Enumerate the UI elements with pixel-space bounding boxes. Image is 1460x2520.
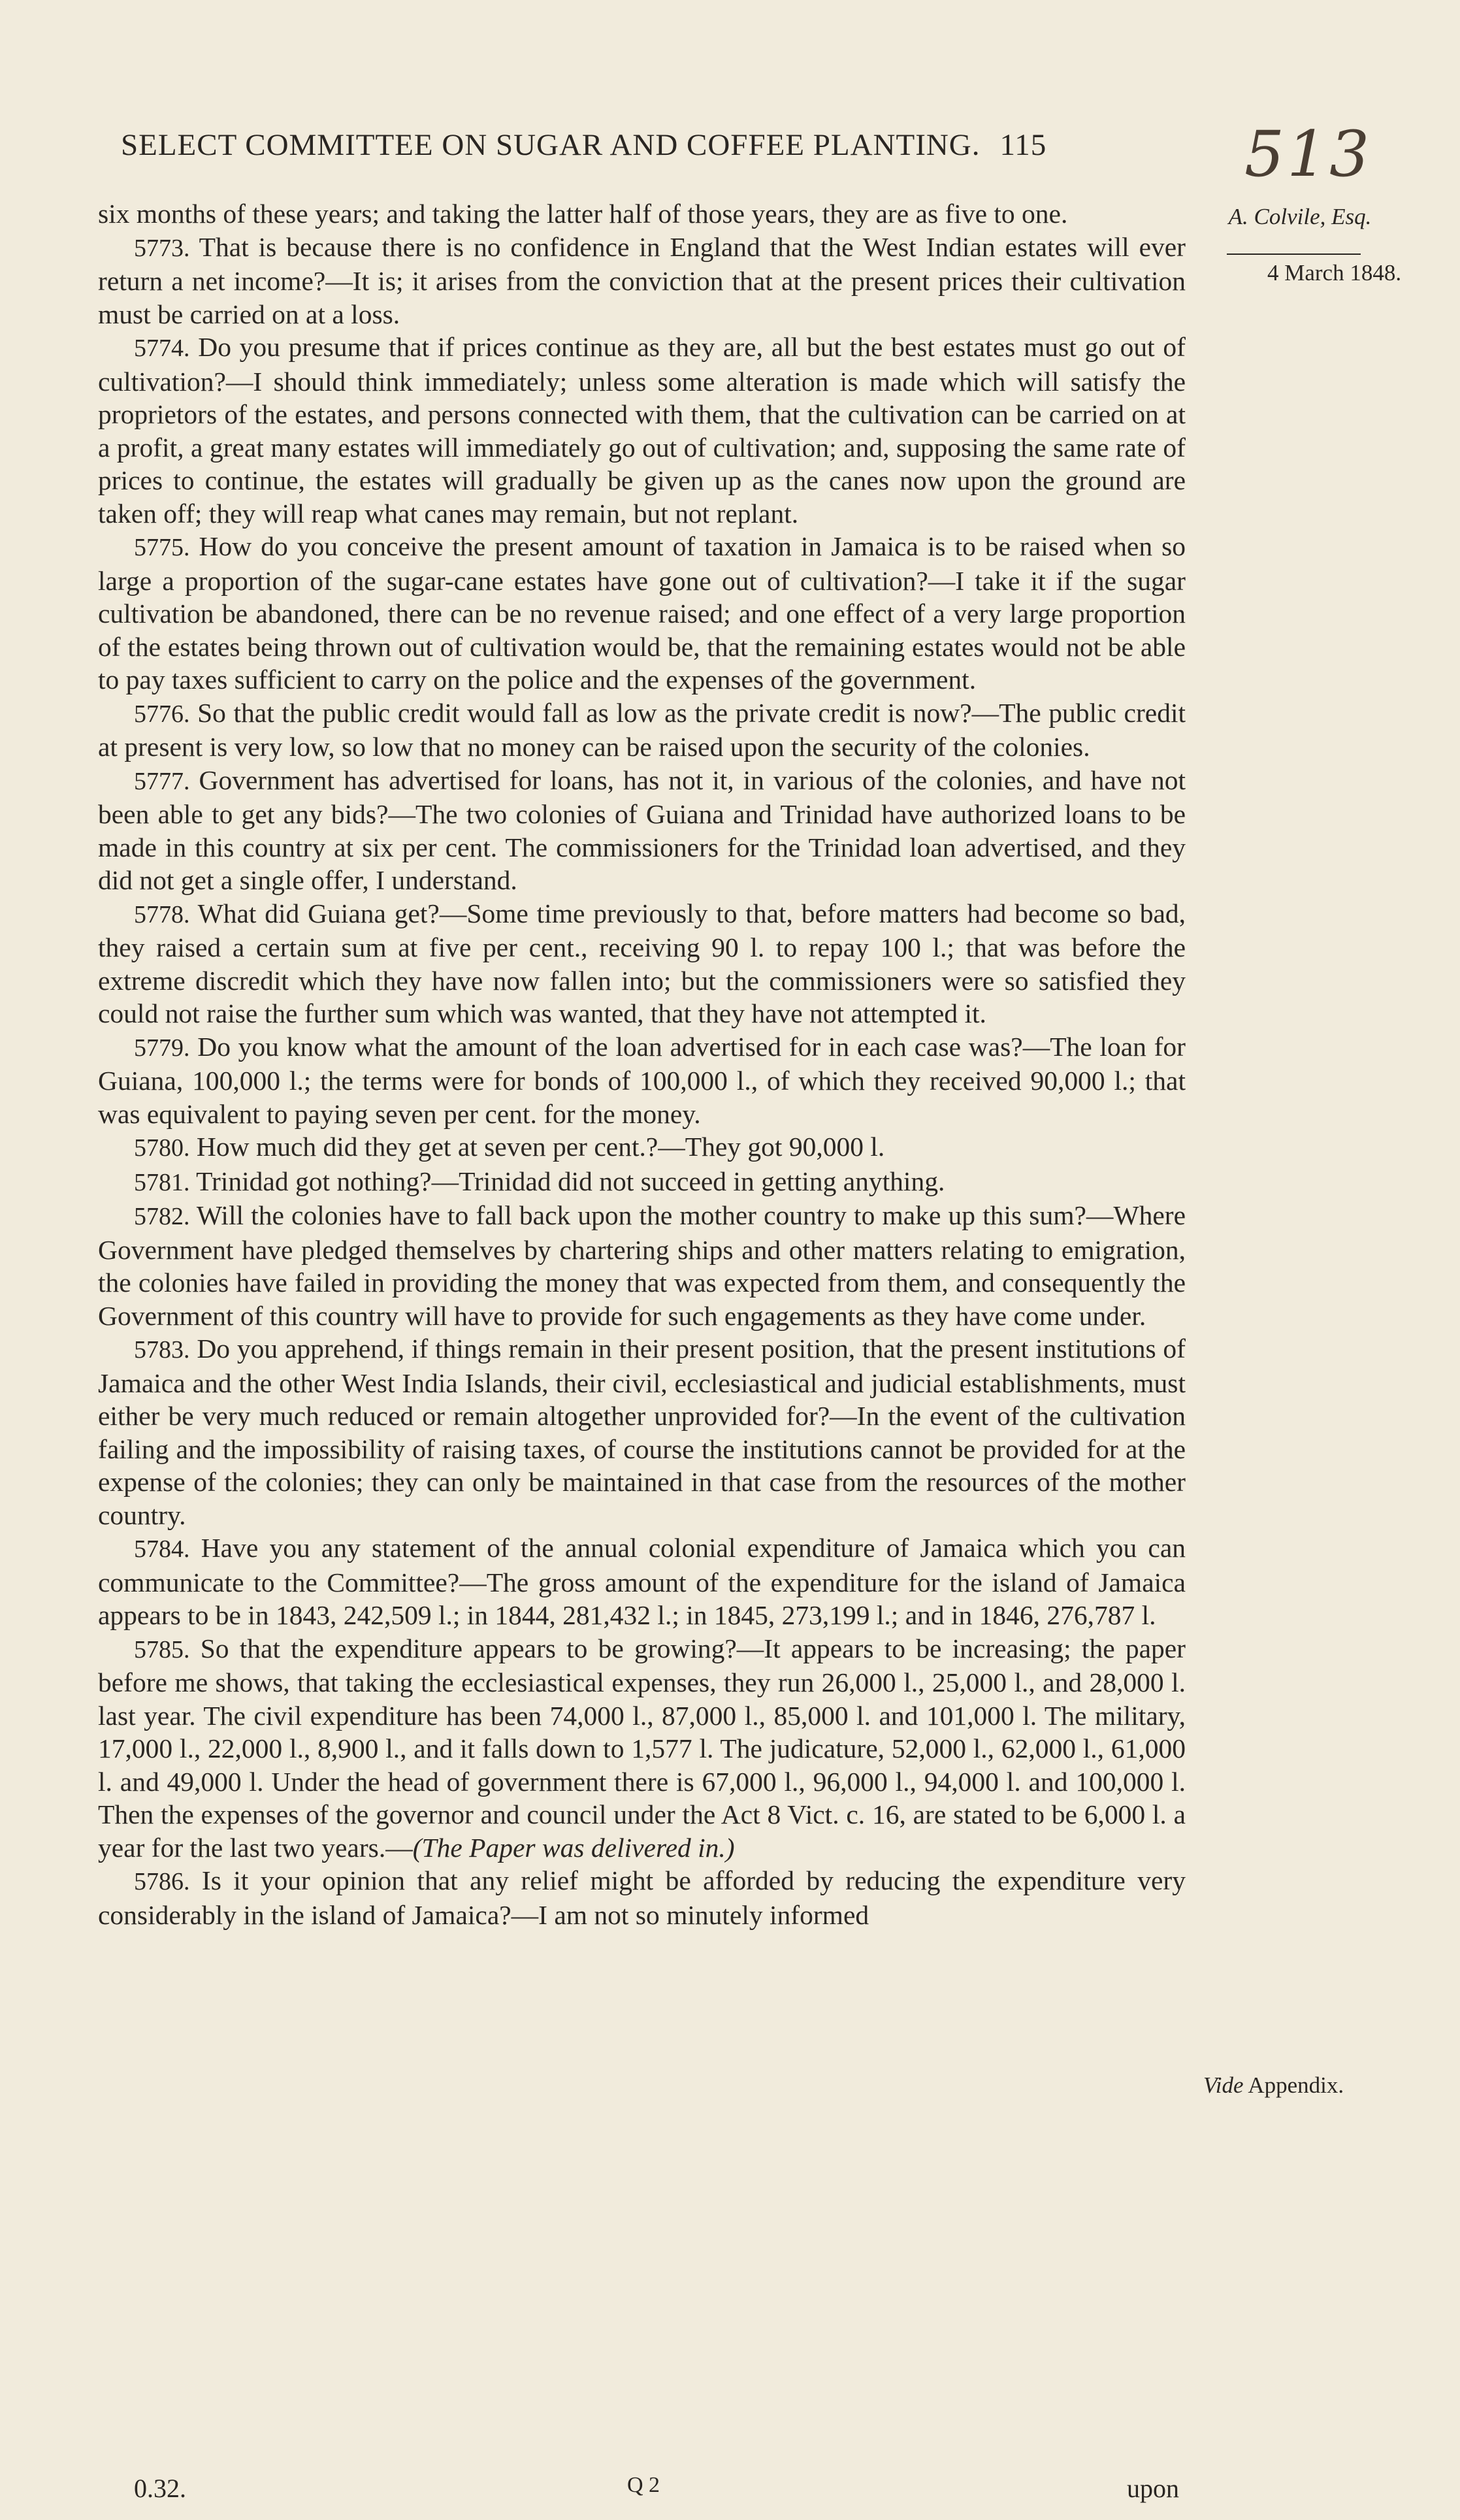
question-number: 5775. [134, 534, 190, 561]
testimony-body [98, 197, 1186, 1931]
page-number: 115 [999, 128, 1047, 162]
question-paragraph: 5779. Do you know what the amount of the loan advertised for in each case was?—The loan for Guiana, 100,000 l.; the terms were for bonds of 100,000 l., of which they received 90,000 l.; that was equivalent to paying seven per cent. for the money. [98, 1031, 1186, 1129]
question-number: 5784. [134, 1535, 190, 1563]
question-number: 5779. [134, 1034, 190, 1062]
paragraph-continuation: six months of these years; and taking the latter half of those years, they are as five to one. [98, 199, 1068, 229]
header-title: SELECT COMMITTEE ON SUGAR AND COFFEE PLANTING. [121, 128, 981, 162]
question-number: 5778. [134, 900, 190, 928]
question-paragraph: 5778. What did Guiana get?—Some time previously to that, before matters had become so bad, they raised a certain sum at five per cent., receiving 90 l. to repay 100 l.; that was before the extreme discredit which they have now fallen into; but the commissioners were so satisfied they could not raise the further sum which was wanted, that they have not attempted it. [98, 898, 1186, 1028]
question-paragraph: 5780. How much did they get at seven per cent.?—They got 90,000 l. [134, 1132, 885, 1162]
paper-delivered-note: (The Paper was delivered in.) [412, 1832, 735, 1863]
margin-witness-name: A. Colvile, Esq. [1228, 204, 1372, 229]
footer-signature-mark: Q 2 [627, 2473, 660, 2497]
question-paragraph: 5775. How do you conceive the present amount of taxation in Jamaica is to be raised when so large a proportion of the sugar-cane estates have gone out of cultivation?—I take it if the sugar cultivation be abandoned, there can be no revenue raised; and one effect of a very large proportion of the estates being thrown out of cultivation would be, that the remaining estates would not be able to pay taxes sufficient to carry on the police and the expenses of the government. [98, 531, 1186, 695]
question-paragraph: 5785. So that the expenditure appears to be growing?—It appears to be increasing; the paper before me shows, that taking the ecclesiastical expenses, they run 26,000 l., 25,000 l., and 28,000 l. last year. The civil expenditure has been 74,000 l., 87,000 l., 85,000 l. and 101,000 l. The military, 17,000 l., 22,000 l., 8,900 l., and it falls down to 1,577 l. The judicature, 52,000 l., 62,000 l., 61,000 l. and 49,000 l. Under the head of government there is 67,000 l., 96,000 l., 94,000 l. and 100,000 l. Then the expenses of the governor and council under the Act 8 Vict. c. 16, are stated to be 6,000 l. a year for the last two years.—(The Paper was delivered in.) [98, 1633, 1186, 1863]
question-number: 5777. [134, 767, 190, 795]
question-number: 5785. [134, 1635, 190, 1663]
question-number: 5781. [134, 1168, 190, 1196]
question-paragraph: 5777. Government has advertised for loans, has not it, in various of the colonies, and have not been able to get any bids?—The two colonies of Guiana and Trinidad have authorized loans to be made in this country at six per cent. The commissioners for the Trinidad loan advertised, and they did not get a single offer, I understand. [98, 764, 1186, 895]
question-paragraph: 5776. So that the public credit would fall as low as the private credit is now?—The public credit at present is very low, so low that no money can be raised upon the security of the colonies. [98, 697, 1186, 762]
question-number: 5780. [134, 1134, 190, 1162]
question-number: 5774. [134, 335, 190, 362]
question-paragraph: 5774. Do you presume that if prices continue as they are, all but the best estates must go out of cultivation?—I should think immediately; unless some alteration is made which will satisfy the proprietors of the estates, and persons connected with them, that the cultivation can be carried on at a profit, a great many estates will immediately go out of cultivation; and, supposing the same rate of prices to continue, the estates will gradually be given up as the canes now upon the ground are taken off; they will reap what canes may remain, but not replant. [98, 332, 1186, 529]
handwritten-folio-number: 513 [1244, 118, 1372, 191]
question-number: 5776. [134, 700, 190, 728]
footer-catchword: upon [1127, 2474, 1179, 2503]
margin-date: 4 March 1848. [1267, 260, 1402, 286]
question-number: 5773. [134, 234, 190, 262]
question-paragraph: 5781. Trinidad got nothing?—Trinidad did not succeed in getting anything. [134, 1166, 945, 1196]
question-paragraph: 5783. Do you apprehend, if things remain in their present position, that the present institutions of Jamaica and the other West India Islands, their civil, ecclesiastical and judicial establishments, must either be very much reduced or remain altogether unprovided for?—In the event of the cultivation failing and the impossibility of raising taxes, of course the institutions cannot be provided for at the expense of the colonies; they can only be maintained in that case from the resources of the mother country. [98, 1334, 1186, 1530]
footer-sessional-number: 0.32. [134, 2474, 186, 2503]
question-paragraph: 5784. Have you any statement of the annual colonial expenditure of Jamaica which you can communicate to the Committee?—The gross amount of the expenditure for the island of Jamaica appears to be in 1843, 242,509 l.; in 1844, 281,432 l.; in 1845, 273,199 l.; and in 1846, 276,787 l. [98, 1533, 1186, 1630]
question-number: 5782. [134, 1203, 190, 1230]
margin-rule [1227, 254, 1361, 255]
question-number: 5786. [134, 1868, 190, 1895]
question-number: 5783. [134, 1336, 190, 1364]
running-header [121, 127, 1186, 163]
question-paragraph: 5773. That is because there is no confidence in England that the West Indian estates will ever return a net income?—It is; it arises from the conviction that at the present prices their cultivation must be carried on at a loss. [98, 231, 1186, 329]
question-paragraph: 5786. Is it your opinion that any relief might be afforded by reducing the expenditure very considerably in the island of Jamaica?—I am not so minutely informed [98, 1865, 1186, 1930]
margin-vide-appendix: Vide Appendix. [1203, 2072, 1344, 2098]
question-paragraph: 5782. Will the colonies have to fall back upon the mother country to make up this sum?—Where Government have pledged themselves by chartering ships and other matters relating to emigration, the colonies have failed in providing the money that was expected from them, and consequently the Government of this country will have to provide for such engagements as they have come under. [98, 1200, 1186, 1331]
